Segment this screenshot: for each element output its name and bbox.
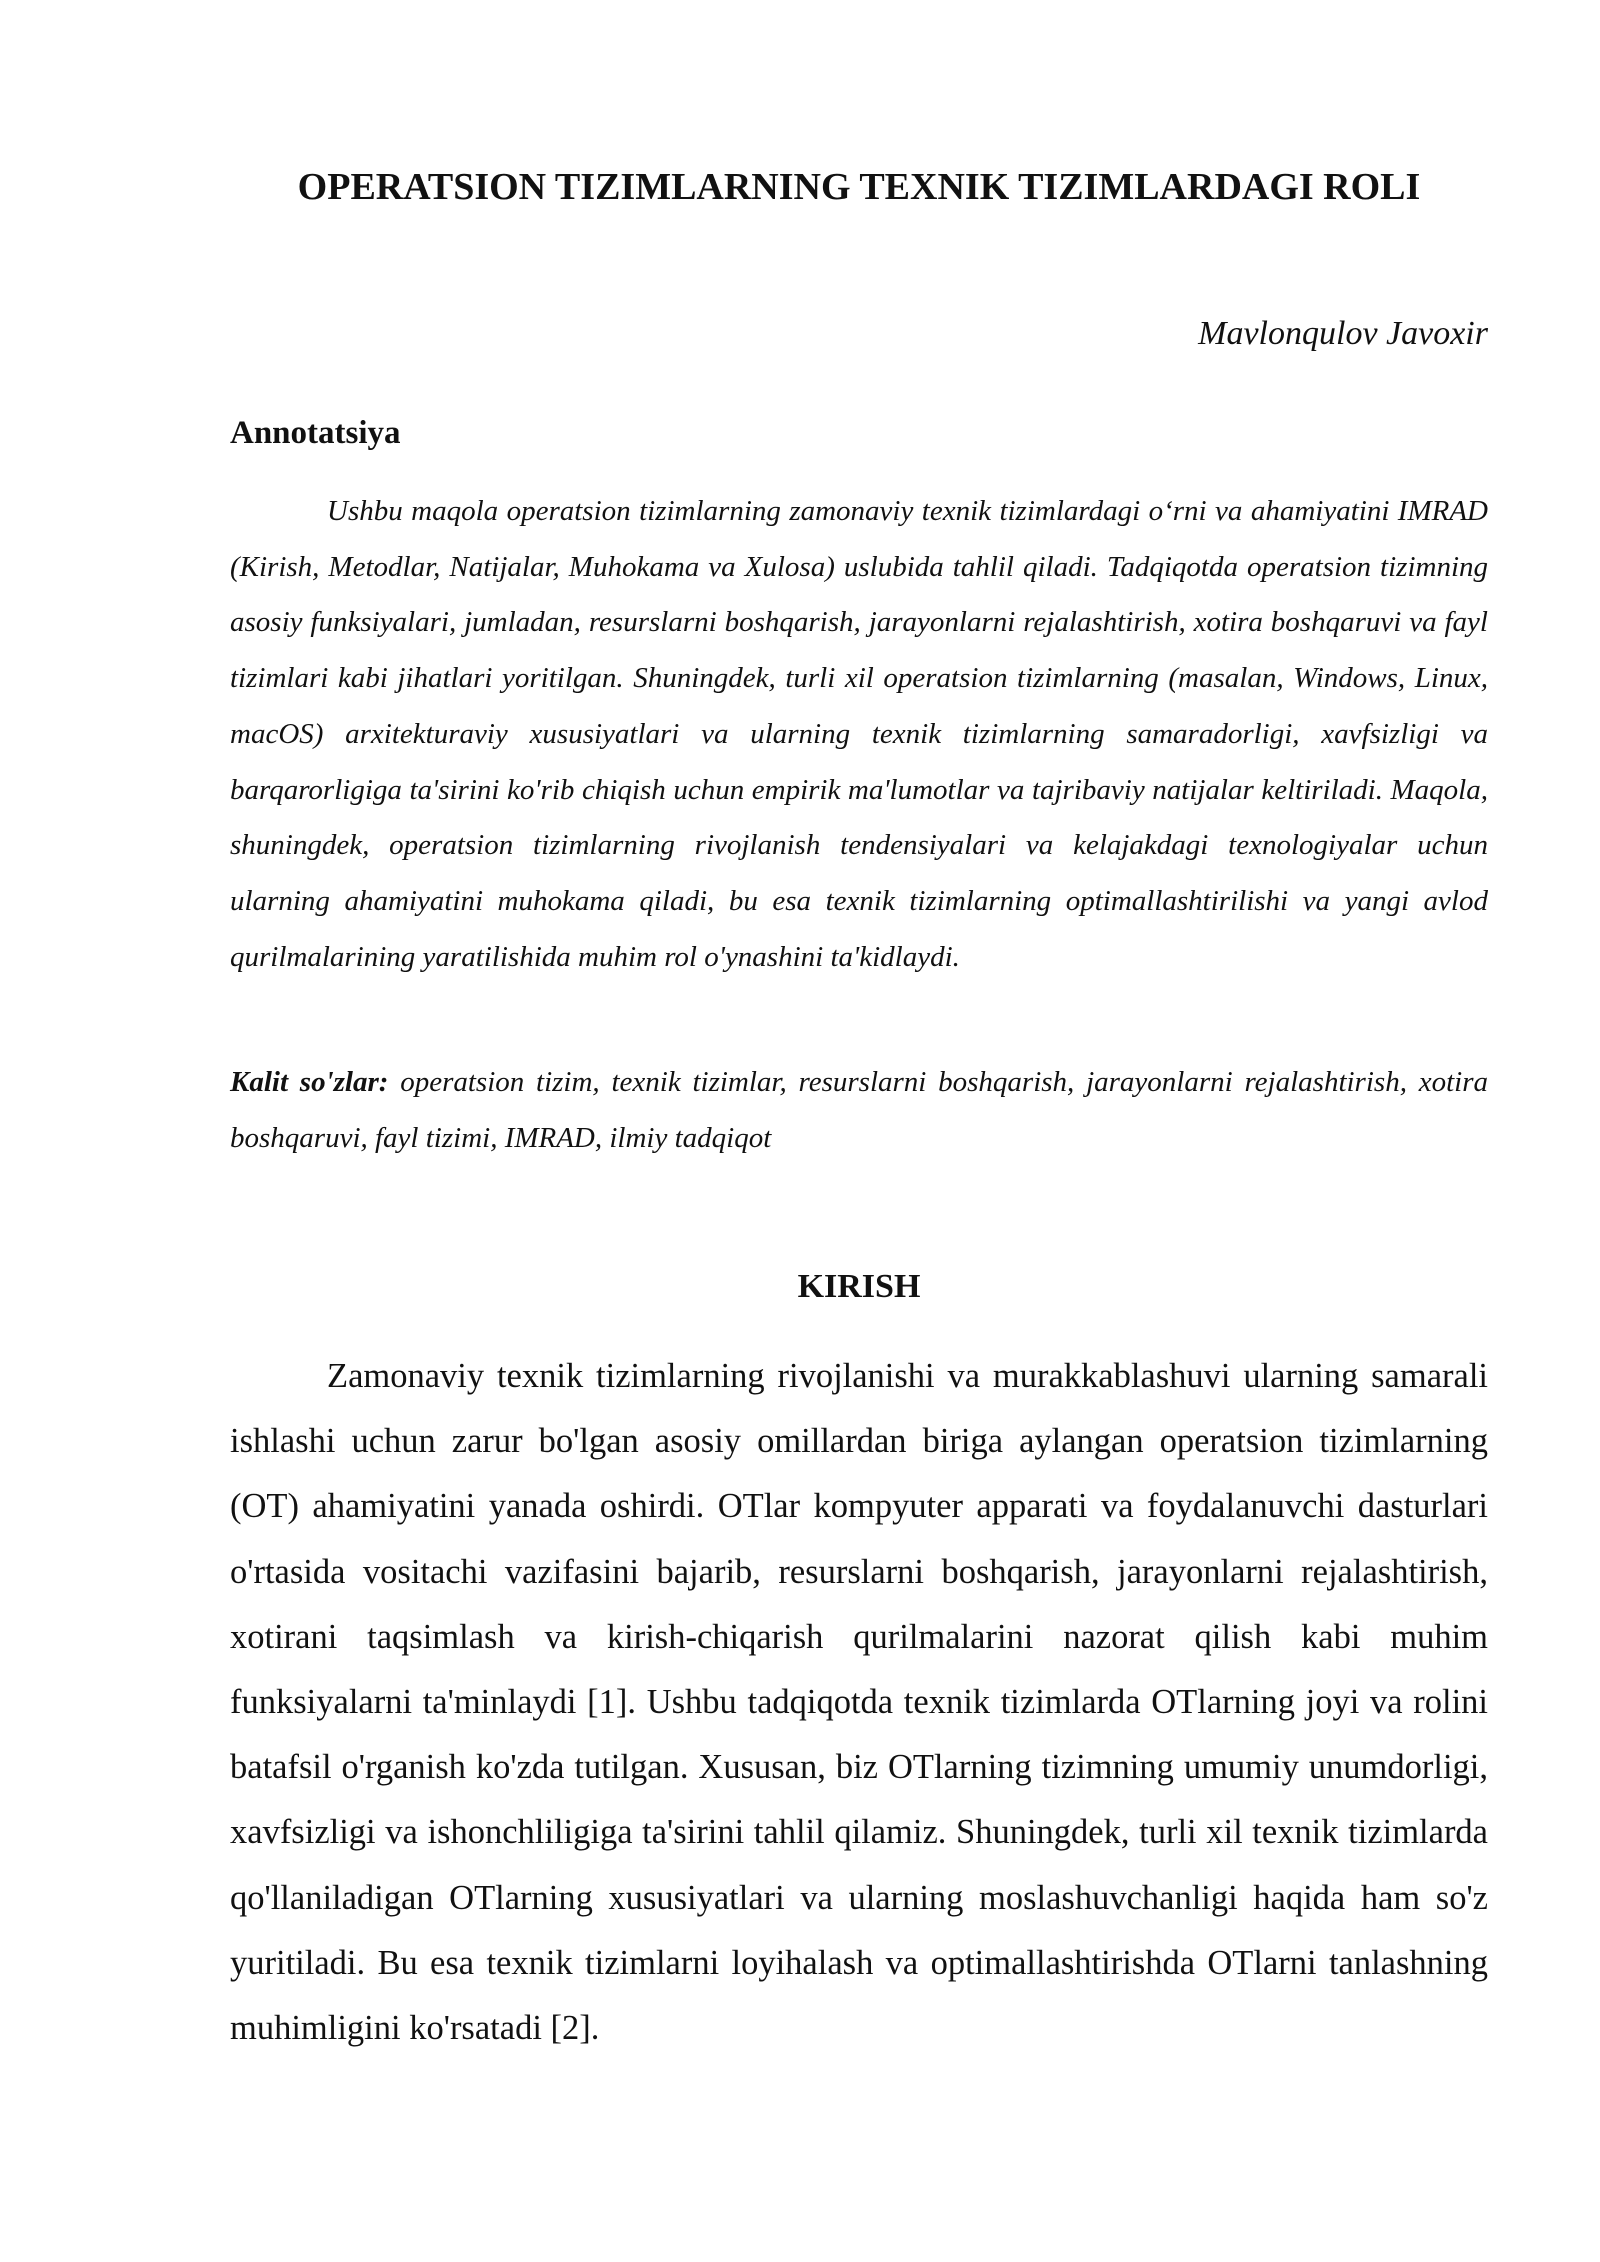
annotation-heading: Annotatsiya xyxy=(230,415,401,451)
section-heading-kirish: KIRISH xyxy=(797,1268,921,1305)
introduction-paragraph: Zamonaviy texnik tizimlarning rivojlanishi va murakkablashuvi ularning samarali ishlashi uchun zarur bo'lgan asosiy omillardan biriga aylangan operatsion tizimlarning (OT) ahamiyatini yanada oshirdi. OTlar kompyuter apparati va foydalanuvchi dasturlari o'rtasida vositachi vazifasini bajarib, resurslarni boshqarish, jarayonlarni rejalashtirish, xotirani taqsimlash va kirish-chiqarish qurilmalarini nazorat qilish kabi muhim funksiyalarni ta'minlaydi [1]. Ushbu tadqiqotda texnik tizimlarda OTlarning joyi va rolini batafsil o'rganish ko'zda tutilgan. Xususan, biz OTlarning tizimning umumiy unumdorligi, xavfsizligi va ishonchliligiga ta'sirini tahlil qilamiz. Shuningdek, turli xil texnik tizimlarda qo'llaniladigan OTlarning xususiyatlari va ularning moslashuvchanligi haqida ham so'z yuritiladi. Bu esa texnik tizimlarni loyihalash va optimallashtirishda OTlarni tanlashning muhimligini ko'rsatadi [2]. xyxy=(230,1357,1488,2048)
paper-title: OPERATSION TIZIMLARNING TEXNIK TIZIMLARDAGI ROLI xyxy=(297,166,1421,208)
author-name: Mavlonqulov Javoxir xyxy=(1198,315,1488,352)
keywords-label: Kalit so'zlar: xyxy=(230,1066,389,1098)
keywords-list: operatsion tizim, texnik tizimlar, resurslarni boshqarish, jarayonlarni rejalashtirish, xotira boshqaruvi, fayl tizimi, IMRAD, ilmiy tadqiqot xyxy=(230,1066,1488,1154)
abstract-paragraph: Ushbu maqola operatsion tizimlarning zamonaviy texnik tizimlardagi o‘rni va ahamiyatini IMRAD (Kirish, Metodlar, Natijalar, Muhokama va Xulosa) uslubida tahlil qiladi. Tadqiqotda operatsion tizimning asosiy funksiyalari, jumladan, resurslarni boshqarish, jarayonlarni rejalashtirish, xotira boshqaruvi va fayl tizimlari kabi jihatlari yoritilgan. Shuningdek, turli xil operatsion tizimlarning (masalan, Windows, Linux, macOS) arxitekturaviy xususiyatlari va ularning texnik tizimlarning samaradorligi, xavfsizligi va barqarorligiga ta'sirini ko'rib chiqish uchun empirik ma'lumotlar va tajribaviy natijalar keltiriladi. Maqola, shuningdek, operatsion tizimlarning rivojlanish tendensiyalari va kelajakdagi texnologiyalar uchun ularning ahamiyatini muhokama qiladi, bu esa texnik tizimlarning optimallashtirilishi va yangi avlod qurilmalarining yaratilishida muhim rol o'ynashini ta'kidlaydi. xyxy=(230,495,1488,973)
keywords-paragraph xyxy=(230,1055,1488,1166)
